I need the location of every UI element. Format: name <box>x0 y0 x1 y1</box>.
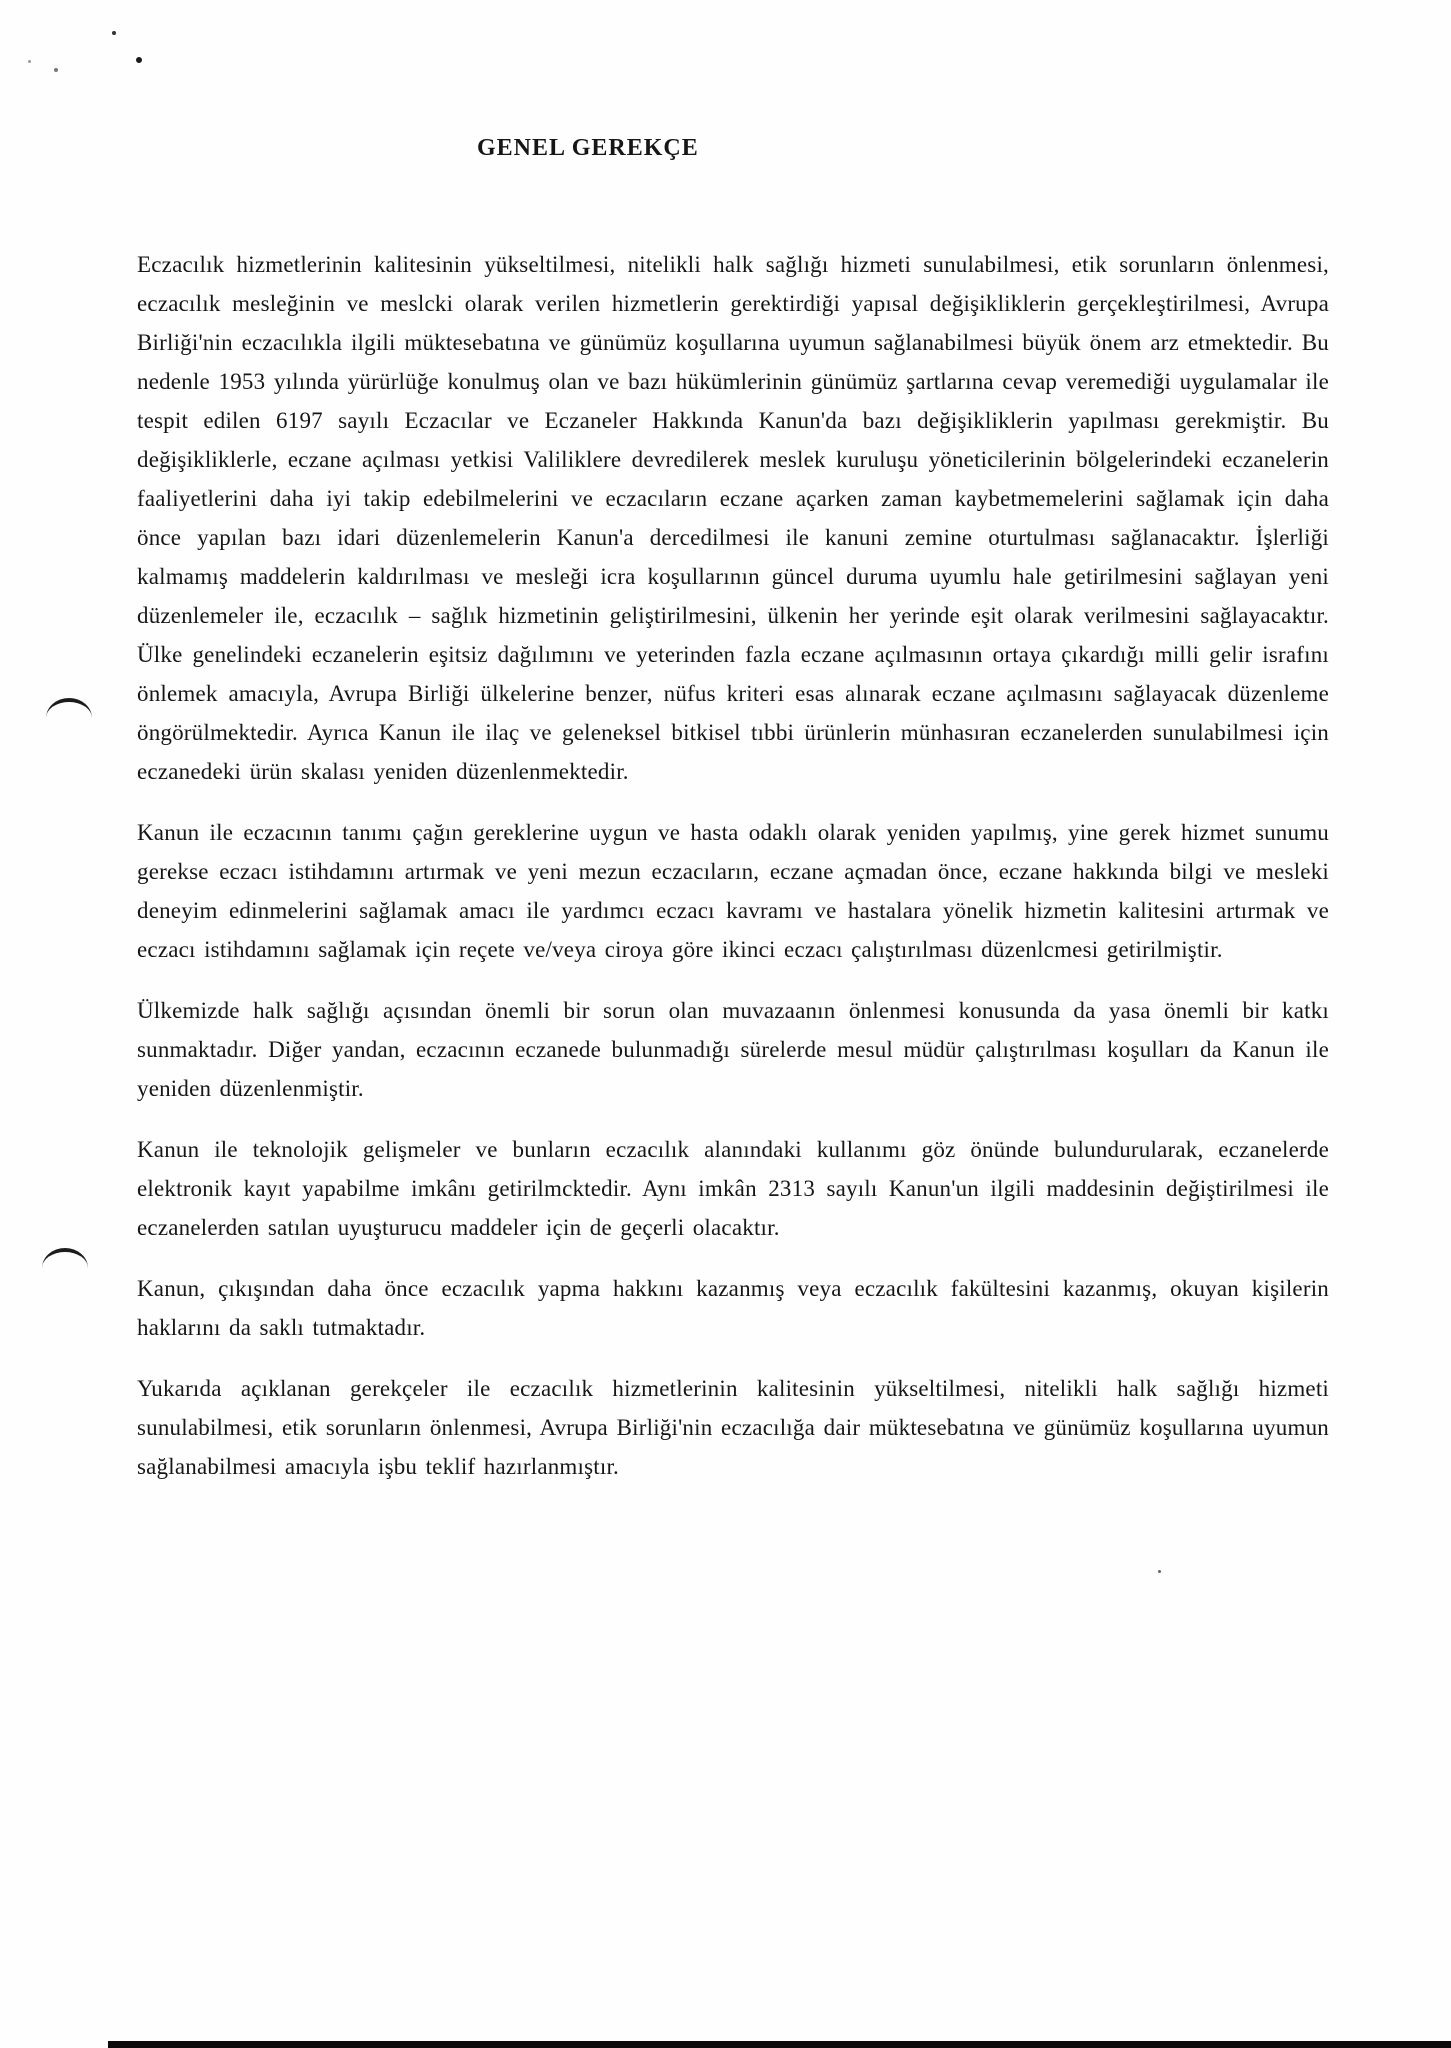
paragraph-technology-4: Kanun ile teknolojik gelişmeler ve bunların eczacılık alanındaki kullanımı göz önünde bulundurularak, eczanelerde elektronik kayıt yapabilme imkânı getirilmcktedir. Aynı imkân 2313 sayılı Kanun'un ilgili maddesinin değiştirilmesi ile eczanelerden satılan uyuşturucu maddeler için de geçerli olacaktır. <box>137 1137 1329 1240</box>
handwritten-margin-arc-mark <box>46 698 92 718</box>
paragraph-public-health-3: Ülkemizde halk sağlığı açısından önemli bir sorun olan muvazaanın önlenmesi konusunda da yasa önemli bir katkı sunmaktadır. Diğer yandan, eczacının eczanede bulunmadığı sürelerde mesul müdür çalıştırılması koşulları da Kanun ile yeniden düzenlenmiştir. <box>137 998 1329 1101</box>
paragraph-pharmacist-definition-2: Kanun ile eczacının tanımı çağın gereklerine uygun ve hasta odaklı olarak yeniden yapılmış, yine gerek hizmet sunumu gerekse eczacı istihdamını artırmak ve yeni mezun eczacıların, eczane açmadan önce, eczane hakkında bilgi ve mesleki deneyim edinmelerini sağlamak amacı ile yardımcı eczacı kavramı ve hastalara yönelik hizmetin kalitesini artırmak ve eczacı istihdamını sağlamak için reçete ve/veya ciroya göre ikinci eczacı çalıştırılması düzenlcmesi getirilmiştir. <box>137 820 1329 962</box>
scan-edge-artifact <box>108 2041 1451 2048</box>
scan-speckle-dot <box>112 31 116 35</box>
scan-speckle-dot <box>1158 1570 1161 1573</box>
scan-speckle-dot <box>136 57 142 63</box>
paragraph-acquired-rights-5: Kanun, çıkışından daha önce eczacılık yapma hakkını kazanmış veya eczacılık fakültesini kazanmış, okuyan kişilerin haklarını da saklı tutmaktadır. <box>137 1276 1329 1340</box>
handwritten-margin-arc-mark <box>42 1248 88 1268</box>
document-title: GENEL GEREKÇE <box>477 135 699 161</box>
scan-speckle-dot <box>54 68 58 72</box>
paragraph-conclusion-6: Yukarıda açıklanan gerekçeler ile eczacılık hizmetlerinin kalitesinin yükseltilmesi, nitelikli halk sağlığı hizmeti sunulabilmesi, etik sorunların önlenmesi, Avrupa Birliği'nin eczacılığa dair müktesebatına ve günümüz koşullarına uyumun sağlanabilmesi amacıyla işbu teklif hazırlanmıştır. <box>137 1376 1329 1479</box>
scan-speckle-dot <box>28 60 31 63</box>
paragraph-general-justification-1: Eczacılık hizmetlerinin kalitesinin yükseltilmesi, nitelikli halk sağlığı hizmeti sunulabilmesi, etik sorunların önlenmesi, eczacılık mesleğinin ve meslcki olarak verilen hizmetlerin gerektirdiği yapısal değişikliklerin gerçekleştirilmesi, Avrupa Birliği'nin eczacılıkla ilgili müktesebatına ve günümüz koşullarına uyumun sağlanabilmesi büyük önem arz etmektedir. Bu nedenle 1953 yılında yürürlüğe konulmuş olan ve bazı hükümlerinin günümüz şartlarına cevap veremediği uygulamalar ile tespit edilen 6197 sayılı Eczacılar ve Eczaneler Hakkında Kanun'da bazı değişikliklerin yapılması gerekmiştir. Bu değişikliklerle, eczane açılması yetkisi Valiliklere devredilerek meslek kuruluşu yöneticilerinin bölgelerindeki eczanelerin faaliyetlerini daha iyi takip edebilmelerini ve eczacıların eczane açarken zaman kaybetmemelerini sağlamak için daha önce yapılan bazı idari düzenlemelerin Kanun'a dercedilmesi ile kanuni zemine oturtulması sağlanacaktır. İşlerliği kalmamış maddelerin kaldırılması ve mesleği icra koşullarının güncel duruma uyumlu hale getirilmesini sağlayan yeni düzenlemeler ile, eczacılık – sağlık hizmetinin geliştirilmesini, ülkenin her yerinde eşit olarak verilmesini sağlayacaktır. Ülke genelindeki eczanelerin eşitsiz dağılımını ve yeterinden fazla eczane açılmasının ortaya çıkardığı milli gelir israfını önlemek amacıyla, Avrupa Birliği ülkelerine benzer, nüfus kriteri esas alınarak eczane açılmasını sağlayacak düzenleme öngörülmektedir. Ayrıca Kanun ile ilaç ve geleneksel bitkisel tıbbi ürünlerin münhasıran eczanelerden sunulabilmesi için eczanedeki ürün skalası yeniden düzenlenmektedir. <box>137 252 1329 784</box>
